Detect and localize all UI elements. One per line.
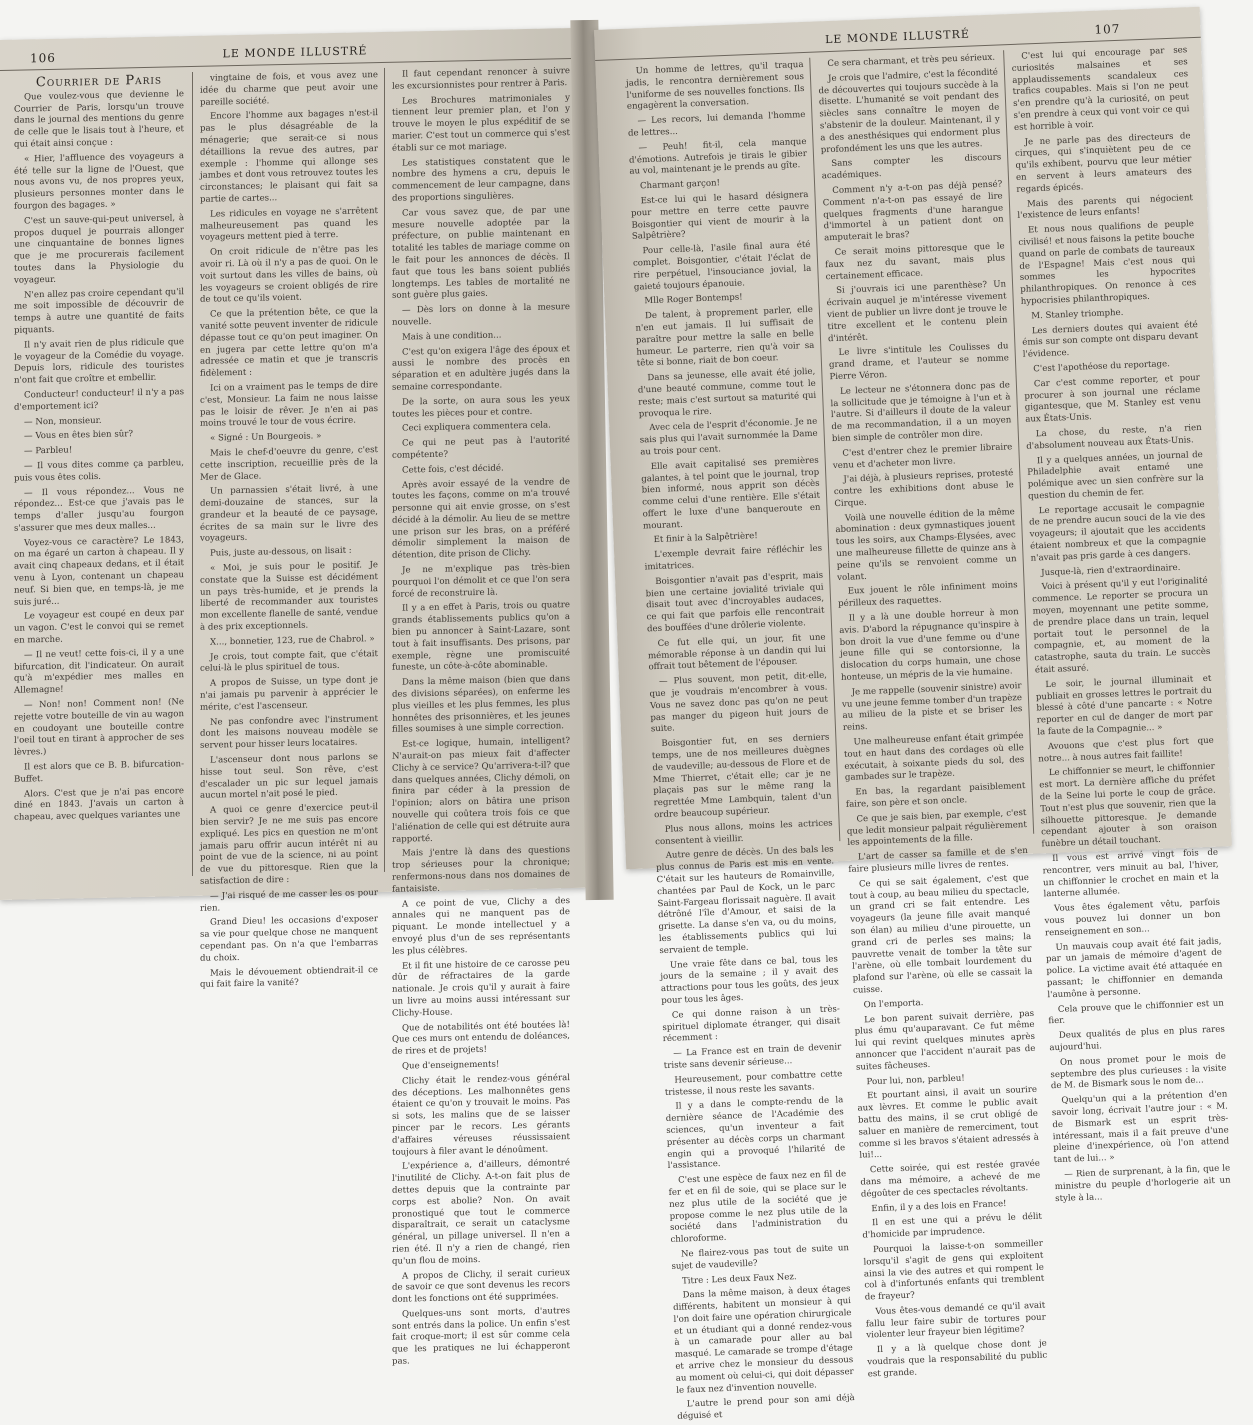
- article-paragraph: Ici on a vraiment pas le temps de dire c'est, Monsieur. La faim ne nous laisse pas le loisir de rêver. Je n'en ai pas moins trouvé le tour de vous écrire.: [200, 380, 378, 430]
- article-paragraph: Que de notabilités ont été boutées là! Que ces murs ont entendu de doléances, de rires et de projets!: [392, 1019, 570, 1057]
- article-paragraph: Les derniers doutes qui avaient été émis sur son compte ont disparu devant l'évidence.: [1022, 319, 1199, 360]
- article-paragraph: Sans compter les discours académiques.: [821, 152, 1002, 182]
- article-paragraph: Il en est une qui a prévu le délit d'homicide par imprudence.: [862, 1211, 1043, 1241]
- article-paragraph: Mais des parents qui négocient l'existence de leurs enfants!: [1017, 192, 1194, 222]
- article-paragraph: L'ascenseur dont nous parlons se hisse tout seul. Son rêve, c'est d'escalader un pic sur lequel jamais aucun mortel n'ait posé le pied.: [200, 752, 378, 802]
- article-paragraph: C'est un sauve-qui-peut universel, à propos duquel je pourrais allonger une cinquantaine de bonnes lignes que je me procurerais facilement toutes dans la Physiologie du voyageur.: [14, 212, 184, 286]
- article-paragraph: Les Brochures matrimoniales y tiennent leur premier plan, et l'on y trouve le moyen le plus expéditif de se marier. C'est tout un commerce qui s'est établi sur ce mot mariage.: [392, 92, 570, 154]
- article-paragraph: C'est d'entrer chez le premier libraire venu et d'acheter mon livre.: [832, 441, 1013, 471]
- article-paragraph: Le soir, le journal illuminait et publiait en grosses lettres le portrait du blessé à côté d'une pancarte : « Notre reporter en cul de danger de mort par la faute de la Compagnie... »: [1035, 673, 1213, 738]
- article-paragraph: Conducteur! conducteur! il n'y a pas d'emportement ici?: [14, 387, 184, 413]
- article-paragraph: On l'emporta.: [863, 997, 924, 1011]
- article-paragraph: Eux jouent le rôle infiniment moins périlleux des raquettes.: [838, 580, 1018, 610]
- right-column-2-text: [817, 53, 1048, 1382]
- article-paragraph: Mais le chef-d'oeuvre du genre, c'est cette inscription, recueillie près de la Mer de Glace.: [200, 444, 378, 483]
- article-paragraph: vingtaine de fois, et vous avez une idée du charme que peut avoir une pareille société.: [200, 70, 378, 108]
- article-paragraph: Mais le dévouement obtiendrait-il ce qui fait faire la vanité?: [200, 964, 378, 991]
- article-paragraph: Le lecteur ne s'étonnera donc pas de la sollicitude que je témoigne à l'un et à l'autre. Si d'ailleurs il doute de la valeur de ma recommandation, il a un moyen bien simple de contrôler mon dire.: [830, 380, 1012, 445]
- article-paragraph: Dans la même maison, à deux étages différents, habitent un monsieur à qui l'on doit faire une opération chirurgicale et un étudiant qui a donné rendez-vous à un camarade pour aller au bal masqué. Le camarade se trompe d'étage et arrive chez le monsieur du dessous au moment où celui-ci, qui doit dépasser le faux nez d'invention nouvelle.: [672, 1284, 854, 1396]
- article-paragraph: — Non! non! Comment non! (Ne rejette votre bouteille de vin au wagon en coudoyant une bouteille contre l'oeil tout en tirant à approcher de ses lèvres.): [14, 697, 184, 758]
- article-paragraph: Le chiffonnier se meurt, le chiffonnier est mort. La dernière affiche du préfet de la Seine lui porte le coup de grâce. Tout n'est plus que souvenir, rien que la silhouette pittoresque. Je demande cependant ajouter à son oraison funèbre un détail touchant.: [1039, 762, 1218, 850]
- article-paragraph: L'autre le prend pour son ami déjà déguisé et: [677, 1393, 855, 1423]
- article-paragraph: Que d'enseignements!: [402, 1059, 500, 1072]
- article-paragraph: Ce que je sais bien, par exemple, c'est que ledit monsieur palpait régulièrement les appointements de la fille.: [846, 807, 1028, 849]
- article-paragraph: Et pourtant ainsi, il avait un sourire aux lèvres. Et comme le public avait battu des mains, il se crut obligé de saluer en manière de remerciment, tout comme si les bravos s'étaient adressés à lui!...: [857, 1085, 1040, 1161]
- article-paragraph: L'exemple devrait faire réfléchir les imitatrices.: [644, 543, 823, 573]
- left-column-2-text: [200, 70, 378, 992]
- left-running-title: LE MONDE ILLUSTRÉ: [222, 44, 368, 61]
- article-paragraph: Un parnassien s'était livré, à une demi-douzaine de stances, sur la grandeur et la beauté de ce paysage, écrites de sa main sur le livre des voyageurs.: [200, 483, 378, 545]
- article-paragraph: Dans la même maison (bien que dans des divisions séparées), on enferme les plus vieilles et les plus femmes, les plus honnêtes des prisonnières, et les jeunes filles soumises à une simple correction.: [392, 674, 570, 736]
- article-paragraph: Que voulez-vous que devienne le Courrier de Paris, lorsqu'un trouve dans le journal des mentions du genre de celle que le lisais tout à l'heure, et qui était ainsi conçue :: [14, 88, 184, 150]
- courrier-de-paris-heading: Courrier de Paris: [35, 72, 163, 91]
- article-paragraph: Je crois, tout compte fait, que c'était celui-là le plus spirituel de tous.: [200, 648, 378, 675]
- article-paragraph: Mais à une condition...: [402, 330, 502, 343]
- article-paragraph: Boisgontier fut, en ses derniers temps, une de nos meilleures duègnes de vaudeville; au-dessous de Flore et de Mme Thierret, c'était elle; car je ne plaçais pas sur le même rang la regrettée Mme Lambquin, talent d'un ordre beaucoup supérieur.: [651, 732, 832, 821]
- article-paragraph: Ce qui ne peut pas à l'autorité compétente?: [392, 435, 570, 461]
- article-paragraph: Est-ce lui qui le hasard désignera pour mettre en terre cette pauvre Boisgontier qui vient de mourir à la Salpêtrière?: [630, 189, 810, 243]
- article-paragraph: — La France est en train de devenir triste sans devenir sérieuse...: [663, 1042, 842, 1072]
- article-paragraph: Ne flairez-vous pas tout de suite un sujet de vaudeville?: [671, 1243, 850, 1272]
- article-paragraph: Avec cela de l'esprit d'économie. Je ne sais plus qui l'avait surnommée la Dame au trois pour cent.: [639, 417, 818, 458]
- article-paragraph: Il y a dans le compte-rendu de la dernière séance de l'Académie des sciences, qu'un inventeur a fait présenter au décès corps un charmant engin qui a provoqué l'hilarité de l'assistance.: [665, 1095, 846, 1172]
- left-column-3: [392, 66, 570, 1367]
- article-paragraph: Une vraie fête dans ce bal, tous les jours de la semaine ; il y avait des attractions pour tous les goûts, des jeux pour tous les âges.: [660, 953, 839, 1007]
- article-paragraph: — Dès lors on donne à la mesure nouvelle.: [392, 302, 570, 328]
- article-paragraph: Voici à présent qu'il y eut l'originalité commence. Le reporter se procura un moyen, moyennant une petite somme, de prendre place dans un train, lequel portait tout le personnel de la compagnie, et, au moment de la catastrophe, sauta du train. Le succès était assuré.: [1032, 576, 1211, 676]
- article-paragraph: Et nous nous qualifions de peuple civilisé! et nous faisons la petite bouche quand on parle de combats de taureaux de l'Espagne! Mais c'est nous qui sommes les hypocrites philanthropiques. On renonce à ces hypocrisies philanthropiques.: [1018, 219, 1197, 307]
- article-paragraph: Autre genre de décès. Un des bals les plus connus de Paris est mis en vente. C'était sur les hauteurs de Romainville, chantées par Paul de Kock, un le parc Saint-Fargeau florissait naguère. Il avait détrôné l'île d'Amour, et saisi de la grisette. La danse s'en va, ou du moins, les établissements publics qui lui servaient de temple.: [656, 844, 838, 956]
- right-running-title: LE MONDE ILLUSTRÉ: [824, 27, 971, 47]
- article-paragraph: Et finir à la Salpêtrière!: [653, 531, 758, 546]
- article-paragraph: Quelqu'un qui a la prétention d'en savoir long, écrivait l'autre jour : « M. de Bismark est un esprit très-intéressant, mais il a fait preuve d'une pleine d'inexpérience, où l'on attend tant de lui... »: [1051, 1089, 1230, 1166]
- article-paragraph: Pourquoi la laisse-t-on sommeiller lorsqu'il s'agit de gens qui exploitent ainsi la vie des autres et qui rompent le col à d'infortunés enfants qui tremblent de frayeur?: [863, 1238, 1045, 1303]
- article-paragraph: Grand Dieu! les occasions d'exposer sa vie pour quelque chose ne manquent cependant pas. On n'a que l'embarras du choix.: [200, 914, 378, 964]
- article-paragraph: « Signé : Un Bourgeois. »: [210, 431, 322, 444]
- article-paragraph: Car vous savez que, de par une mesure nouvelle adoptée par la préfecture, on publie maintenant en totalité les tables de mariage comme on le fait pour les annonces de décès. Il faut que tous les bans soient publiés longtemps. Les tables de mortalité ne sont guère plus gaies.: [392, 204, 570, 302]
- article-paragraph: Pour lui, non, parbleu!: [866, 1073, 965, 1087]
- article-paragraph: Boisgontier n'avait pas d'esprit, mais bien une certaine jovialité triviale qui disait tout avec d'incroyables audaces, ce qui fait que parfois elle rencontrait des bouffées d'une drôlerie violente.: [645, 570, 825, 635]
- article-paragraph: Encore l'homme aux bagages n'est-il pas le plus désagréable de la ménagerie; que serait-ce si nous détaillions la revue des autres, par exemple : l'homme qui allonge ses jambes et dont vous retrouvez toutes les circonstances; le plaisant qui fait sa partie de cartes...: [200, 108, 378, 205]
- article-paragraph: Mlle Roger Bontemps!: [644, 292, 743, 307]
- article-paragraph: A propos de Suisse, un type dont je n'ai jamais pu parvenir à apprécier le mérite, c'est l'ascenseur.: [200, 675, 378, 713]
- article-paragraph: Il n'y avait rien de plus ridicule que le voyageur de la Comédie du voyage. Depuis lors, ridicule des touristes n'ont fait que croître et embellir.: [14, 336, 184, 386]
- article-paragraph: Comment n'y a-t-on pas déjà pensé? Comment n'a-t-on pas essayé de lire quelques fragments d'une harangue d'immortel à un patient dont on amputerait le bras?: [822, 179, 1004, 244]
- article-paragraph: Il y a en effet à Paris, trois ou quatre grands établissements publics qu'on a bien pu annoncer à Saint-Lazare, sont tout à fait insuffisants. Des prisons, par exemple, règne une promiscuité funeste, un côte-à-côte abominable.: [392, 600, 570, 674]
- article-paragraph: Avouons que c'est plus fort que notre... à nous autres fait faillite!: [1038, 735, 1214, 765]
- article-paragraph: Vous êtes également vêtu, parfois vous pouvez lui donner un bon renseignement en son...: [1044, 897, 1221, 939]
- article-paragraph: A ce point de vue, Clichy a des annales qui ne manquent pas de piquant. Le monde intellectuel y a envoyé plus d'un de ses représentants les plus célèbres.: [392, 895, 570, 957]
- left-column-3-text: [392, 66, 570, 1369]
- article-paragraph: De la sorte, on aura sous les yeux toutes les pièces pour et contre.: [392, 393, 570, 420]
- article-paragraph: Un homme de lettres, qu'il traqua jadis, le rencontra dernièrement sous l'uniforme de ses nouvelles fonctions. Ils engagèrent la conversation.: [625, 59, 805, 113]
- right-page-number: 107: [1094, 21, 1121, 37]
- article-paragraph: La chose, du reste, n'a rien d'absolument nouveau aux États-Unis.: [1026, 422, 1202, 452]
- article-paragraph: Mais j'entre là dans des questions trop sérieuses pour la chronique; renfermons-nous dans nos domaines de fantaisiste.: [392, 845, 570, 895]
- article-paragraph: Et il fit une histoire de ce carosse peu dûr de réfractaires de la garde nationale. Je crois qu'il y aurait à faire un livre au moins aussi intéressant sur Clichy-House.: [392, 957, 570, 1019]
- right-column-1-text: [625, 60, 855, 1424]
- article-paragraph: Ce qui se sait également, c'est que tout à coup, au beau milieu du spectacle, un grand cri se fait entendre. Les voyageurs (la jeune fille avait manqué son élan) au milieu d'une pirouette, un grand cri de perles ses mains; la pauvrette venait de tomber la tête sur l'arène, où elle tombait lourdement du plafond sur l'arène, où elle se cassait la cuisse.: [849, 872, 1033, 996]
- article-paragraph: Charmant garçon!: [639, 178, 721, 192]
- article-paragraph: — Vous en êtes bien sûr?: [24, 429, 133, 442]
- article-paragraph: Je ne m'explique pas très-bien pourquoi l'on démolit et ce que l'on sera forcé de reconstruire là.: [392, 562, 570, 600]
- article-paragraph: M. Stanley triomphe.: [1031, 307, 1124, 322]
- article-paragraph: C'est qu'on exigera l'âge des époux et aussi le nombre des procès en séparation et en adultère jugés dans la semaine correspondante.: [392, 343, 570, 393]
- article-paragraph: Jusque-là, rien d'extraordinaire.: [1040, 562, 1181, 578]
- article-paragraph: L'expérience a, d'ailleurs, démontré l'inutilité de Clichy. A-t-on fait plus de dettes depuis que la contrainte par corps est abolie? Non. On avait pronostiqué que tout le commerce disparaîtrait, ce serait un cataclysme général, un pillage universel. Il n'en a rien été. Il n'y a rien de changé, rien qu'un flou de moins.: [392, 1158, 570, 1267]
- article-paragraph: N'en allez pas croire cependant qu'il me soit impossible de découvrir de temps à autre une quantité de faits piquants.: [14, 286, 184, 336]
- article-paragraph: Ce serait moins pittoresque que le faux nez du savant, mais plus certainement efficace.: [825, 241, 1006, 282]
- left-column-2: [200, 70, 378, 991]
- article-paragraph: Ne pas confondre avec l'instrument dont les maisons nouveau modèle se servent pour hisser leurs locataires.: [200, 713, 378, 752]
- article-paragraph: Heureusement, pour combattre cette tristesse, il nous reste les savants.: [664, 1068, 843, 1098]
- article-paragraph: Pour celle-là, l'asile final aura été complet. Boisgontier, c'était l'éclat de rire perpétuel, l'insouciance jovial, la gaieté toujours épanouie.: [632, 240, 812, 293]
- article-paragraph: Un mauvais coup avait été fait jadis, par un jamais de mémoire d'agent de police. La victime avait été attaquée en passant; le chiffonnier en demanda l'aumône à personne.: [1045, 936, 1223, 1001]
- article-paragraph: « Hier, l'affluence des voyageurs a été telle sur la ligne de l'Ouest, que nous avons vu, de nos propres yeux, plusieurs personnes monter dans le fourgon des bagages. »: [14, 150, 184, 212]
- article-paragraph: Ce que la prétention bête, ce que la vanité sotte peuvent inventer de ridicule dépasse tout ce qu'on peut imaginer. On en jugera par cette lettre qu'on m'a adressée ce matin et que je transcris fidèlement :: [200, 306, 378, 379]
- article-paragraph: Cela prouve que le chiffonnier est un fier.: [1048, 998, 1225, 1027]
- article-paragraph: Je crois que l'admire, c'est la fécondité de découvertes qui toujours succède à la disette. L'humanité se voit pendant des siècles sans connaître le moyen de s'abstenir de la douleur. Maintenant, il y a des anesthésiques qui endorment plus profondément les uns que les autres.: [818, 67, 1001, 155]
- article-paragraph: C'est une espèce de faux nez en fil de fer et en fil de soie, qui se place sur le nez plus utile de la société que je propose comme le nez plus utile de la société dans l'administration du chloroforme.: [668, 1169, 849, 1246]
- article-paragraph: « Moi, je suis pour le positif. Je constate que la Suisse est décidément un pays très-humide, et je prends la liberté de recommander aux touristes mon excellente flanelle de santé, vendue à des prix exceptionnels.: [200, 560, 378, 633]
- article-paragraph: Elle avait capitalisé ses premières galantes, à tel point que le journal, trop bien informé, nous apprit son décès comme celui d'une rentière. Elle s'était offert le luxe d'une banqueroute en mourant.: [641, 455, 821, 532]
- article-paragraph: Il y a là quelque chose dont je voudrais que la responsabilité du public est grande.: [867, 1338, 1048, 1380]
- article-paragraph: Est-ce logique, humain, intelligent? N'aurait-on pas mieux fait d'affecter Clichy à ce service? Qu'arrivera-t-il? que dans quelques années, Clichy démoli, on finira par céder à la pression de l'opinion; alors on bâtira une prison nouvelle qui coûtera trois fois ce que l'aliénation de celle qui est détruite aura rapporté.: [392, 736, 570, 845]
- right-column-1: [625, 59, 855, 1423]
- left-column-1-text: [14, 89, 184, 825]
- article-paragraph: — Peuh! fit-il, cela manque d'émotions. Autrefois je tirais le gibier au vol, maintenant je le prends au gîte.: [628, 136, 808, 178]
- right-column-2: [817, 52, 1048, 1380]
- article-paragraph: En bas, la regardant paisiblement faire, son père et son oncle.: [845, 781, 1026, 810]
- article-paragraph: Il y a là une double horreur à mon avis. D'abord la répugnance qu'inspire à bon droit la vue d'une femme ou d'une jeune fille qui se contorsionne, la dislocation du corps humain, une chose honteuse, un mépris de la vie humaine.: [839, 607, 1021, 684]
- article-paragraph: Les ridicules en voyage ne s'arrêtent malheureusement pas quand les voyageurs mettent pied à terre.: [200, 205, 378, 244]
- left-page-header: [0, 38, 590, 71]
- article-paragraph: Deux qualités de plus en plus rares aujourd'hui.: [1049, 1024, 1226, 1054]
- left-page-number: 106: [30, 50, 56, 66]
- column-rule: [384, 68, 385, 872]
- article-paragraph: — Parbleu!: [24, 445, 73, 457]
- article-paragraph: C'est lui qui encourage par ses curiosités malsaines et ses applaudissements scandaleux ces trafics coupables. Mais si l'on ne peut s'en prendre qu'à la curiosité, on peut s'en prendre à ceux qui vont voir ce qui est horrible à voir.: [1011, 45, 1190, 133]
- article-paragraph: — Rien de surprenant, à la fin, que le ministre du peuple d'horlogerie ait un style à la...: [1054, 1163, 1231, 1204]
- article-paragraph: Titre : Les deux Faux Nez.: [681, 1271, 797, 1287]
- article-paragraph: Dans sa jeunesse, elle avait été jolie, d'une beauté commune, comme tout le reste; mais c'est surtout sa maturité qui provoqua le rire.: [637, 366, 817, 420]
- article-paragraph: Il faut cependant renoncer à suivre les excursionnistes pour rentrer à Paris.: [392, 66, 570, 92]
- article-paragraph: Ce qui donne raison à un très-spirituel diplomate étranger, qui disait récemment :: [662, 1004, 841, 1045]
- article-paragraph: Ceci expliquera commentera cela.: [402, 420, 551, 434]
- article-paragraph: — Les recors, lui demanda l'homme de lettres...: [627, 110, 806, 139]
- article-paragraph: Le livre s'intitule les Coulisses du grand drame, et l'auteur se nomme Pierre Véron.: [828, 341, 1010, 383]
- article-paragraph: Je me rappelle (souvenir sinistre) avoir vu une jeune femme tomber d'un trapèze au milieu de la piste et se briser les reins.: [841, 680, 1023, 734]
- article-paragraph: — J'ai risqué de me casser les os pour rien.: [200, 887, 378, 914]
- article-paragraph: A propos de Clichy, il serait curieux de savoir ce que sont devenus les recors dont les fonctions ont été supprimées.: [392, 1267, 570, 1305]
- article-paragraph: Le voyageur est coupé en deux par un vagon. C'est le convoi qui se remet en marche.: [14, 608, 184, 646]
- article-paragraph: Clichy était le rendez-vous général des déceptions. Les malhonnêtes gens étaient ce qu'on y trouvait le moins. Pas si sots, les malins que de se laisser pincer par le recors. Les gérants d'affaires véreuses réussissaient toujours à filer avant le dénoûment.: [392, 1072, 570, 1158]
- article-paragraph: — Il ne veut! cette fois-ci, il y a une bifurcation, dit l'indicateur. On aurait qu'à m'expédier mes malles en Allemagne!: [14, 647, 184, 696]
- article-paragraph: Voyez-vous ce caractère? Le 1843, on ma égaré un carton à chapeau. Il y avait cinq chapeaux dedans, et il était venu à Lyon, contenant un chapeau neuf. Si bien que, en temps-là, je me suis juré...: [14, 534, 184, 608]
- article-paragraph: Le reportage accusait le compagnie de ne prendre aucun souci de la vie des voyageurs; il ajoutait que les accidents étaient nombreux et que la compagnie n'avait pas pris garde à ces dangers.: [1029, 499, 1207, 564]
- article-paragraph: J'ai déjà, à plusieurs reprises, protesté contre les exhibitions dont abuse le Cirque.: [833, 468, 1014, 510]
- right-column-3-text: [1011, 45, 1231, 1205]
- article-paragraph: Ce fut elle qui, un jour, fit une mémorable réponse à un dandin qui lui offrait tout bêtement de l'épouser.: [647, 632, 827, 673]
- article-paragraph: C'est l'apothéose du reportage.: [1033, 359, 1171, 375]
- article-paragraph: Il vous est arrivé vingt fois de rencontrer, vers minuit au bal, l'hiver, un chiffonnier le crochet en main et la lanterne allumée.: [1042, 847, 1220, 900]
- left-page: [0, 28, 590, 1367]
- article-paragraph: — Il vous dites comme ça parbleu, puis vous êtes colis.: [14, 458, 184, 484]
- article-paragraph: Quelques-uns sont morts, d'autres sont entrés dans la police. Un enfin s'est fait croque-mort; il est sûr comme cela que les pratiques ne lui échapperont pas.: [392, 1305, 570, 1367]
- article-paragraph: On nous promet pour le mois de septembre des plus curieuses : la visite de M. de Bismark sous le nom de...: [1050, 1051, 1227, 1092]
- article-paragraph: Après avoir essayé de la vendre de toutes les façons, comme on m'a trouvé personne qui ait envie grosse, on s'est décidé à la démolir. Au lieu de se mettre une prison sur les bras, on a préféré démolir simplement la maison de détention, dite prison de Clichy.: [392, 476, 570, 562]
- article-paragraph: X..., bonnetier, 123, rue de Chabrol. »: [210, 634, 375, 648]
- article-paragraph: Car c'est comme reporter, et pour procurer à son journal une réclame gigantesque, que M. Stanley est venu aux États-Unis.: [1024, 372, 1201, 425]
- article-paragraph: Puis, juste au-dessous, on lisait :: [210, 545, 352, 559]
- article-paragraph: On croit ridicule de n'être pas les avoir ri. Là où il n'y a pas de quoi. On le voit surtout dans les villes de bains, où les voyageurs se croient obligés de rire de tout ce qu'ils voient.: [200, 244, 378, 306]
- article-paragraph: Plus nous allons, moins les actrices consentent à vieillir.: [655, 818, 833, 847]
- article-paragraph: Il y a quelques années, un journal de Philadelphie avait entamé une polémique avec un sien confrère sur la question du chemin de fer.: [1027, 449, 1204, 502]
- article-paragraph: Enfin, il y a des lois en France!: [871, 1198, 1007, 1214]
- article-paragraph: Si j'ouvrais ici une parenthèse? Un écrivain auquel je m'intéresse vivement vient de publier un livre dont je trouve le titre excellent et le contenu plein d'intérêt.: [826, 279, 1008, 344]
- article-paragraph: Cette fois, c'est décidé.: [402, 463, 504, 476]
- article-paragraph: Le bon parent suivait derrière, pas plus ému qu'auparavant. Ce fut même lui qui revint quelques minutes après annoncer que l'accident n'aurait pas de suites fâcheuses.: [854, 1008, 1036, 1073]
- article-paragraph: Ce sera charmant, et très peu sérieux.: [827, 52, 996, 70]
- article-paragraph: Une malheureuse enfant était grimpée tout en haut dans des cordages où elle exécutait, à soixante pieds du sol, des gambades sur le trapèze.: [843, 731, 1025, 784]
- article-paragraph: — Il vous répondez... Vous ne répondez... Est-ce que j'avais pas le temps d'aller jusqu'au fourgon s'assurer que mes deux malles...: [14, 484, 184, 534]
- article-paragraph: Alors. C'est que je n'ai pas encore diné en 1843. J'avais un carton à chapeau, avec quelques variantes une: [14, 785, 184, 823]
- article-paragraph: — Plus souvent, mon petit, dit-elle, que je voudrais m'encombrer à vous. Vous ne savez donc pas qu'on ne peut pas manger du pigeon huit jours de suite.: [649, 670, 829, 735]
- article-paragraph: Vous êtes-vous demandé ce qu'il avait fallu leur faire subir de tortures pour violenter leur frayeur bien légitime?: [865, 1300, 1046, 1341]
- article-paragraph: — Non, monsieur.: [24, 415, 102, 428]
- left-column-1: [14, 74, 184, 890]
- right-page: [594, 7, 1232, 1423]
- article-paragraph: L'art de casser sa famille et de s'en faire plusieurs mille livres de rentes.: [848, 846, 1029, 875]
- article-paragraph: Je ne parle pas des directeurs de cirques, qui s'inquiètent peu de ce qu'ils exhibent, pourvu que leur métier en servent à leurs amateurs des regards épicés.: [1014, 130, 1193, 195]
- article-paragraph: Cette soirée, qui est restée gravée dans ma mémoire, a achevé de me dégoûter de ces spectacles révoltants.: [860, 1158, 1041, 1200]
- article-paragraph: A quoi ce genre d'exercice peut-il bien servir? Je ne me suis pas encore expliqué. Les pics en question ne m'ont jamais paru offrir aucun intérêt ni au point de vue de la science, ni au point de vue du pittoresque. Rien que la satisfaction de dire :: [200, 802, 378, 887]
- article-paragraph: Voilà une nouvelle édition de la même abomination : deux gymnastiques jouent tous les soirs, aux Champs-Élysées, avec une malheureuse fillette de quinze ans à peine qu'ils se renvoient comme un volant.: [835, 506, 1017, 583]
- right-column-3: [1011, 45, 1231, 1204]
- column-rule: [192, 72, 193, 876]
- article-paragraph: Il est alors que ce B. B. bifurcation-Buffet.: [14, 759, 184, 785]
- article-paragraph: De talent, à proprement parler, elle n'en eut jamais. Il lui suffisait de paraître pour mettre la salle en belle humeur. Le parterre, rien qu'à voir sa tête si bonne, riait de bon coeur.: [635, 304, 815, 369]
- article-paragraph: Les statistiques constatent que le nombre des hymens a cru, depuis le commencement de leur campagne, dans des proportions singulières.: [392, 154, 570, 204]
